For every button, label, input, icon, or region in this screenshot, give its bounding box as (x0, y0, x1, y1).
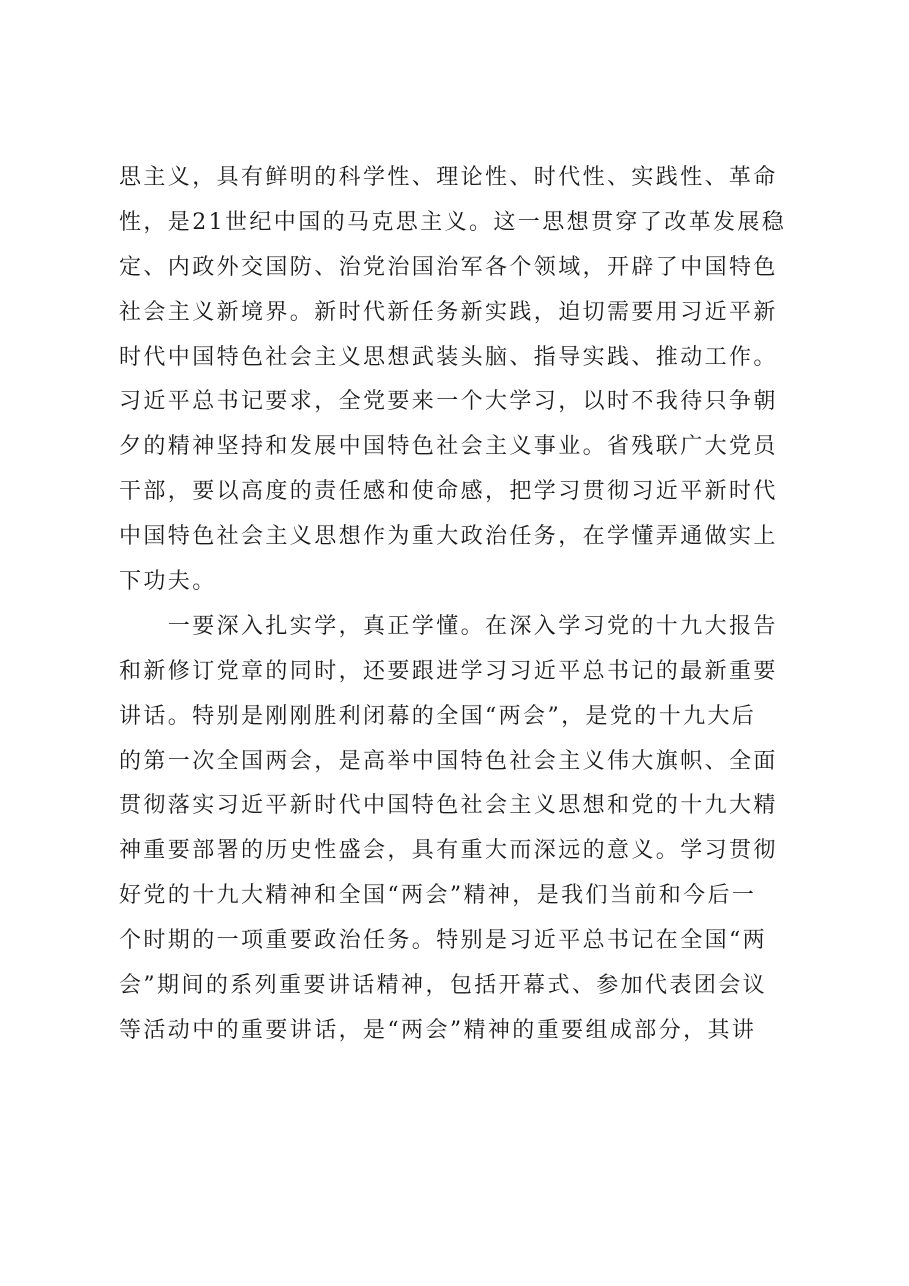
text-line: 等活动中的重要讲话，是“两会”精神的重要组成部分，其讲 (119, 1017, 757, 1043)
text-line: 下功夫。 (119, 569, 217, 595)
text-line: 干部，要以高度的责任感和使命感，把学习贯彻习近平新时代 (119, 479, 778, 505)
text-line: 神重要部署的历史性盛会，具有重大而深远的意义。学习贯彻 (119, 838, 778, 864)
text-line: 会”期间的系列重要讲话精神，包括开幕式、参加代表团会议 (119, 973, 768, 999)
text-line: 个时期的一项重要政治任务。特别是习近平总书记在全国“两 (119, 928, 768, 954)
text-line: 贯彻落实习近平新时代中国特色社会主义思想和党的十九大精 (119, 793, 778, 819)
text-line: 性，是21世纪中国的马克思主义。这一思想贯穿了改革发展稳 (119, 209, 787, 235)
body-text (119, 156, 819, 1054)
text-line: 思主义，具有鲜明的科学性、理论性、时代性、实践性、革命 (119, 165, 778, 190)
text-line: 和新修订党章的同时，还要跟进学习习近平总书记的最新重要 (119, 658, 778, 684)
text-line: 讲话。特别是刚刚胜利闭幕的全国“两会”，是党的十九大后 (119, 703, 757, 729)
text-line: 中国特色社会主义思想作为重大政治任务，在学懂弄通做实上 (119, 524, 778, 550)
text-line: 夕的精神坚持和发展中国特色社会主义事业。省残联广大党员 (119, 434, 778, 460)
text-line: 一要深入扎实学，真正学懂。在深入学习党的十九大报告 (119, 613, 778, 639)
text-line: 定、内政外交国防、治党治国治军各个领域，开辟了中国特色 (119, 254, 778, 280)
text-line: 的第一次全国两会，是高举中国特色社会主义伟大旗帜、全面 (119, 748, 778, 774)
text-line: 时代中国特色社会主义思想武装头脑、指导实践、推动工作。 (119, 344, 778, 370)
text-line: 社会主义新境界。新时代新任务新实践，迫切需要用习近平新 (119, 299, 778, 325)
text-line: 习近平总书记要求，全党要来一个大学习，以时不我待只争朝 (119, 389, 778, 415)
text-line: 好党的十九大精神和全国“两会”精神，是我们当前和今后一 (119, 883, 757, 909)
